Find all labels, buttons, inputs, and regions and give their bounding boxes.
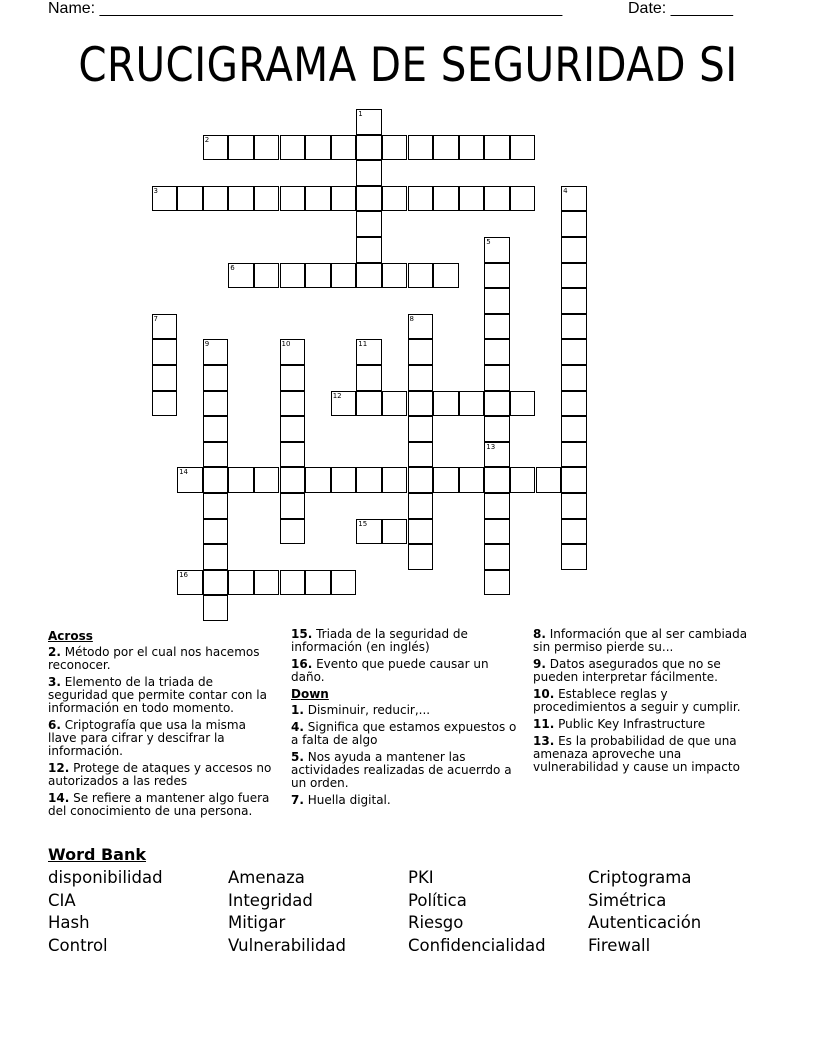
grid-cell[interactable]	[433, 391, 459, 417]
grid-cell[interactable]	[356, 391, 382, 417]
clue-number: 14	[179, 468, 189, 477]
grid-cell[interactable]	[408, 442, 434, 468]
clue-number: 6	[230, 263, 235, 272]
grid-cell[interactable]	[356, 160, 382, 186]
grid-cell[interactable]	[408, 186, 434, 212]
grid-cell[interactable]	[484, 186, 510, 212]
word-bank-item: Simétrica	[588, 890, 667, 910]
down-heading: Down	[291, 687, 329, 701]
clue-number-label: 5.	[291, 750, 304, 764]
grid-cell[interactable]	[254, 570, 280, 596]
word-bank-item: Vulnerabilidad	[228, 935, 346, 955]
grid-cell[interactable]	[433, 135, 459, 161]
clue-number-label: 10.	[533, 687, 555, 701]
clue-number: 4	[563, 186, 568, 195]
grid-cell[interactable]	[408, 544, 434, 570]
grid-cell[interactable]	[561, 416, 587, 442]
word-bank-item: Mitigar	[228, 913, 286, 933]
grid-cell[interactable]	[356, 237, 382, 263]
page-title: CRUCIGRAMA DE SEGURIDAD SI	[78, 38, 738, 93]
grid-cell[interactable]	[433, 467, 459, 493]
clue-number: 16	[179, 570, 189, 579]
grid-cell[interactable]	[203, 544, 229, 570]
grid-cell[interactable]	[356, 519, 382, 545]
grid-cell[interactable]	[203, 365, 229, 391]
clue-number-label: 14.	[48, 791, 70, 805]
grid-cell[interactable]	[356, 186, 382, 212]
grid-cell[interactable]	[228, 263, 254, 289]
clue-number: 7	[153, 314, 158, 323]
clue-number-label: 6.	[48, 718, 61, 732]
clue-item	[533, 658, 761, 684]
grid-cell[interactable]	[177, 467, 203, 493]
grid-cell[interactable]	[484, 570, 510, 596]
clue-item	[533, 688, 761, 714]
grid-cell[interactable]	[408, 416, 434, 442]
clue-number: 13	[486, 442, 496, 451]
clue-number-label: 13.	[533, 734, 555, 748]
grid-cell[interactable]	[382, 186, 408, 212]
clue-number: 1	[358, 110, 363, 118]
down-clue-list-continued	[533, 628, 761, 774]
grid-cell[interactable]	[152, 314, 178, 340]
clue-text: Nos ayuda a mantener las actividades realizadas de acuerrdo a un orden.	[291, 750, 512, 790]
clue-number-label: 15.	[291, 627, 313, 641]
grid-cell[interactable]	[484, 237, 510, 263]
grid-cell[interactable]	[408, 467, 434, 493]
grid-cell[interactable]	[561, 442, 587, 468]
grid-cell[interactable]	[331, 186, 357, 212]
clue-item	[533, 718, 761, 731]
across-clue-list	[48, 646, 276, 818]
grid-cell[interactable]	[408, 493, 434, 519]
clue-text: Se refiere a mantener algo fuera del conocimiento de una persona.	[48, 791, 270, 818]
clue-item	[48, 646, 276, 672]
across-clue-list-continued	[291, 628, 521, 684]
grid-cell[interactable]	[228, 186, 254, 212]
clue-item	[291, 794, 521, 807]
grid-cell[interactable]	[561, 391, 587, 417]
grid-cell[interactable]	[408, 263, 434, 289]
word-bank-title: Word Bank	[48, 845, 147, 864]
grid-cell[interactable]	[459, 186, 485, 212]
grid-cell[interactable]	[280, 391, 306, 417]
grid-cell[interactable]	[280, 186, 306, 212]
clue-text: Evento que puede causar un daño.	[291, 657, 489, 684]
grid-cell[interactable]	[228, 135, 254, 161]
grid-cell[interactable]	[382, 135, 408, 161]
word-bank-item: CIA	[48, 890, 76, 910]
word-bank-item: Firewall	[588, 935, 651, 955]
grid-cell[interactable]	[484, 519, 510, 545]
grid-cell[interactable]	[561, 314, 587, 340]
grid-cell[interactable]	[254, 186, 280, 212]
grid-cell[interactable]	[510, 186, 536, 212]
clue-text: Public Key Infrastructure	[554, 717, 706, 731]
grid-cell[interactable]	[331, 391, 357, 417]
clue-text: Huella digital.	[303, 793, 391, 807]
grid-cell[interactable]	[561, 365, 587, 391]
grid-cell[interactable]	[561, 339, 587, 365]
grid-cell[interactable]	[203, 391, 229, 417]
clue-item	[291, 704, 521, 717]
clue-text: Es la probabilidad de que una amenaza aproveche una vulnerabilidad y cause un impacto	[533, 734, 740, 774]
grid-cell[interactable]	[408, 339, 434, 365]
clue-text: Criptografía que usa la misma llave para cifrar y descifrar la información.	[48, 718, 246, 758]
grid-cell[interactable]	[331, 135, 357, 161]
clue-number-label: 1.	[291, 703, 304, 717]
clue-text: Triada de la seguridad de información (en inglés)	[291, 627, 468, 654]
clue-text: Elemento de la triada de seguridad que permite contar con la información en todo momento.	[48, 675, 267, 715]
grid-cell[interactable]	[459, 391, 485, 417]
across-heading: Across	[48, 629, 93, 643]
clue-number-label: 7.	[291, 793, 304, 807]
grid-cell[interactable]	[408, 365, 434, 391]
grid-cell[interactable]	[280, 365, 306, 391]
grid-cell[interactable]	[280, 442, 306, 468]
grid-cell[interactable]	[356, 365, 382, 391]
clue-number: 5	[486, 238, 491, 246]
grid-cell[interactable]	[459, 135, 485, 161]
clue-number: 8	[409, 314, 414, 323]
grid-cell[interactable]	[280, 493, 306, 519]
grid-cell[interactable]	[305, 186, 331, 212]
grid-cell[interactable]	[484, 314, 510, 340]
grid-cell[interactable]	[305, 135, 331, 161]
grid-cell[interactable]	[305, 570, 331, 596]
grid-cell[interactable]	[561, 263, 587, 289]
grid-cell[interactable]	[510, 135, 536, 161]
grid-cell[interactable]	[152, 186, 178, 212]
clue-item	[48, 676, 276, 715]
grid-cell[interactable]	[382, 263, 408, 289]
grid-cell[interactable]	[152, 391, 178, 417]
word-bank-item: Control	[48, 935, 108, 955]
grid-cell[interactable]	[484, 288, 510, 314]
grid-cell[interactable]	[561, 237, 587, 263]
clue-text: Método por el cual nos hacemos reconocer.	[48, 645, 260, 672]
grid-cell[interactable]	[280, 519, 306, 545]
word-bank	[48, 867, 768, 957]
grid-cell[interactable]	[356, 467, 382, 493]
grid-cell[interactable]	[484, 442, 510, 468]
grid-cell[interactable]	[561, 186, 587, 212]
clue-number-label: 11.	[533, 717, 555, 731]
grid-cell[interactable]	[152, 339, 178, 365]
clue-item	[48, 762, 276, 788]
clue-number-label: 16.	[291, 657, 313, 671]
grid-cell[interactable]	[254, 135, 280, 161]
word-bank-item: Confidencialidad	[408, 935, 546, 955]
word-bank-item: Criptograma	[588, 868, 692, 887]
grid-cell[interactable]	[382, 467, 408, 493]
clue-text: Protege de ataques y accesos no autorizados a las redes	[48, 761, 272, 788]
grid-cell[interactable]	[280, 570, 306, 596]
clue-text: Datos asegurados que no se pueden interpretar fácilmente.	[533, 657, 721, 684]
clue-number: 11	[358, 340, 368, 349]
word-bank-item: Riesgo	[408, 913, 464, 933]
clue-text: Significa que estamos expuestos o a falta de algo	[291, 720, 517, 747]
clue-number-label: 2.	[48, 645, 61, 659]
grid-cell[interactable]	[228, 570, 254, 596]
grid-cell[interactable]	[484, 263, 510, 289]
clues-column-3	[533, 628, 761, 778]
grid-cell[interactable]	[203, 493, 229, 519]
word-bank-item: disponibilidad	[48, 868, 163, 887]
clue-number-label: 3.	[48, 675, 61, 689]
grid-cell[interactable]	[484, 544, 510, 570]
clue-number: 15	[358, 519, 368, 528]
grid-cell[interactable]	[228, 467, 254, 493]
clues-column-2	[291, 628, 521, 811]
clue-text: Disminuir, reducir,...	[303, 703, 431, 717]
word-bank-item: Política	[408, 890, 467, 910]
grid-cell[interactable]	[203, 595, 229, 621]
grid-cell[interactable]	[280, 263, 306, 289]
grid-cell[interactable]	[408, 135, 434, 161]
grid-cell[interactable]	[536, 467, 562, 493]
clue-item	[291, 751, 521, 790]
grid-cell[interactable]	[484, 391, 510, 417]
clues-column-1	[48, 628, 276, 822]
grid-cell[interactable]	[484, 467, 510, 493]
clue-item	[291, 628, 521, 654]
clue-number-label: 9.	[533, 657, 546, 671]
grid-cell[interactable]	[280, 135, 306, 161]
grid-cell[interactable]	[484, 493, 510, 519]
grid-cell[interactable]	[459, 467, 485, 493]
grid-cell[interactable]	[203, 467, 229, 493]
grid-cell[interactable]	[433, 186, 459, 212]
grid-cell[interactable]	[331, 263, 357, 289]
grid-cell[interactable]	[382, 391, 408, 417]
grid-cell[interactable]	[280, 467, 306, 493]
grid-cell[interactable]	[356, 211, 382, 237]
date-field-label[interactable]: Date: _______	[628, 0, 733, 17]
grid-cell[interactable]	[561, 544, 587, 570]
clue-number: 2	[204, 135, 210, 144]
grid-cell[interactable]	[203, 570, 229, 596]
grid-cell[interactable]	[561, 519, 587, 545]
grid-cell[interactable]	[561, 493, 587, 519]
clue-text: Establece reglas y procedimientos a seguir y cumplir.	[533, 687, 741, 714]
clue-number: 12	[332, 391, 342, 400]
grid-cell[interactable]	[203, 186, 229, 212]
grid-cell[interactable]	[203, 135, 229, 161]
clue-item	[48, 719, 276, 758]
grid-cell[interactable]	[152, 365, 178, 391]
clue-item	[533, 735, 761, 774]
clue-item	[48, 792, 276, 818]
down-clue-list	[291, 704, 521, 807]
grid-cell[interactable]	[484, 416, 510, 442]
clue-item	[291, 721, 521, 747]
grid-cell[interactable]	[382, 519, 408, 545]
grid-cell[interactable]	[356, 109, 382, 135]
clue-number-label: 12.	[48, 761, 70, 775]
word-bank-item: Integridad	[228, 890, 313, 910]
grid-cell[interactable]	[203, 519, 229, 545]
grid-cell[interactable]	[203, 339, 229, 365]
grid-cell[interactable]	[356, 339, 382, 365]
grid-cell[interactable]	[408, 391, 434, 417]
grid-cell[interactable]	[177, 186, 203, 212]
grid-cell[interactable]	[408, 314, 434, 340]
clue-number-label: 4.	[291, 720, 304, 734]
clue-item	[533, 628, 761, 654]
grid-cell[interactable]	[254, 263, 280, 289]
clue-text: Información que al ser cambiada sin permiso pierde su...	[533, 627, 748, 654]
grid-cell[interactable]	[484, 365, 510, 391]
word-bank-item: Autenticación	[588, 913, 702, 933]
grid-cell[interactable]	[484, 339, 510, 365]
grid-cell[interactable]	[331, 570, 357, 596]
grid-cell[interactable]	[408, 519, 434, 545]
grid-cell[interactable]	[356, 263, 382, 289]
word-bank-item: Amenaza	[228, 868, 305, 887]
clue-number: 10	[281, 340, 291, 349]
grid-cell[interactable]	[510, 391, 536, 417]
grid-cell[interactable]	[203, 442, 229, 468]
grid-cell[interactable]	[510, 467, 536, 493]
name-field-label[interactable]: Name: ____________________________________________________	[48, 0, 563, 17]
grid-cell[interactable]	[331, 467, 357, 493]
word-bank-item: Hash	[48, 913, 90, 933]
grid-cell[interactable]	[305, 467, 331, 493]
clue-number: 3	[153, 186, 158, 195]
grid-cell[interactable]	[484, 135, 510, 161]
clue-number-label: 8.	[533, 627, 546, 641]
grid-cell[interactable]	[561, 211, 587, 237]
grid-cell[interactable]	[280, 416, 306, 442]
grid-cell[interactable]	[356, 135, 382, 161]
grid-cell[interactable]	[203, 416, 229, 442]
grid-cell[interactable]	[561, 467, 587, 493]
grid-cell[interactable]	[561, 288, 587, 314]
clue-number: 9	[204, 340, 210, 349]
grid-cell[interactable]	[433, 263, 459, 289]
grid-cell[interactable]	[254, 467, 280, 493]
grid-cell[interactable]	[280, 339, 306, 365]
clue-item	[291, 658, 521, 684]
grid-cell[interactable]	[177, 570, 203, 596]
word-bank-item: PKI	[408, 868, 434, 887]
grid-cell[interactable]	[305, 263, 331, 289]
